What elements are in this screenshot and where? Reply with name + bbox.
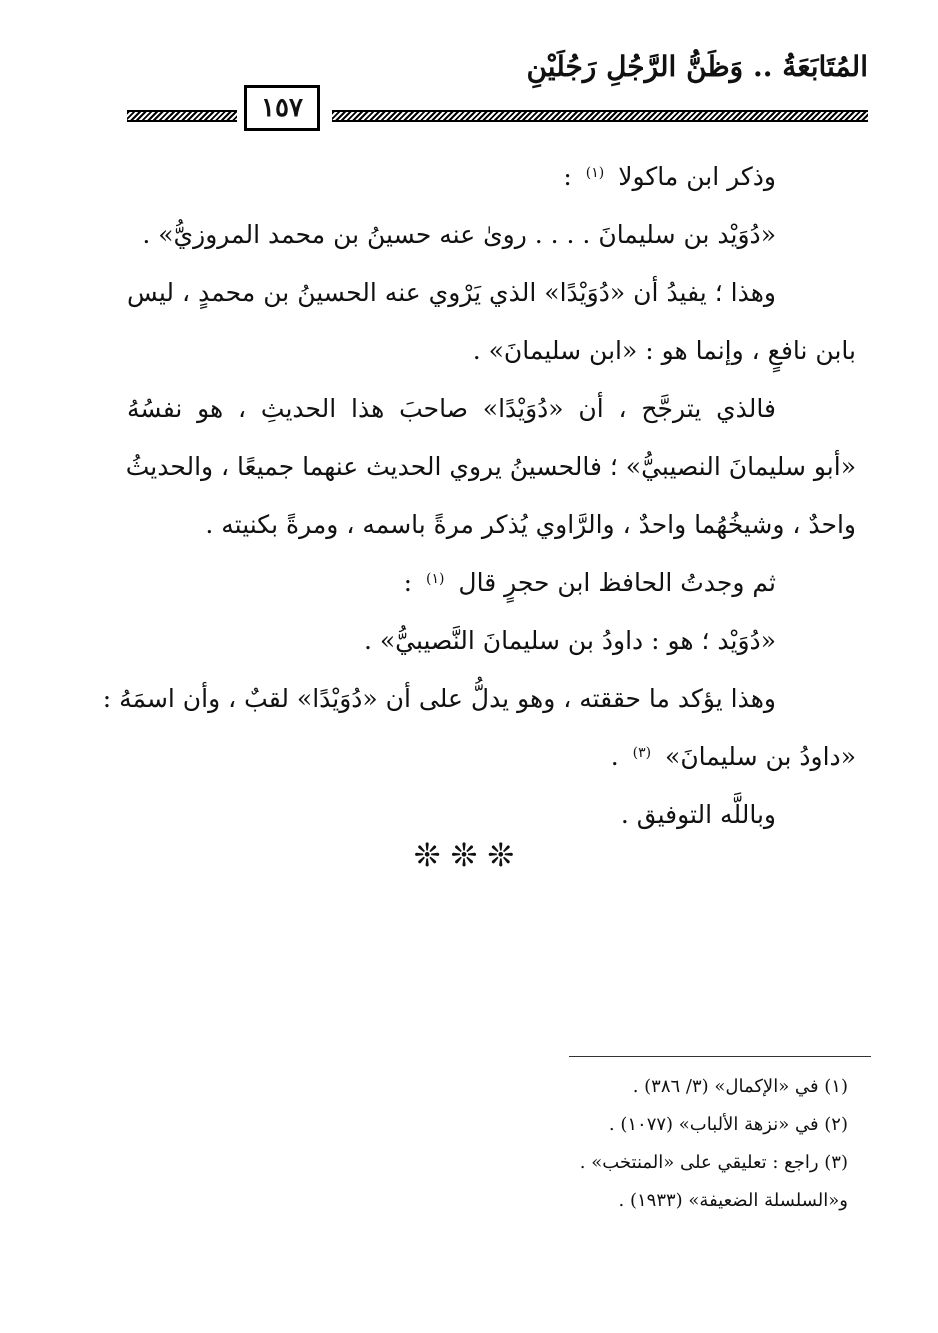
- footnote-ref: (١): [585, 165, 605, 181]
- header-rule-right: [332, 110, 868, 122]
- footnotes: [580, 1068, 848, 1220]
- footnote: (٢) في «نزهة الألباب» (١٠٧٧) .: [608, 1114, 848, 1135]
- footnote-ref: (١): [426, 571, 445, 587]
- text-line: «دُوَيْد ؛ هو : داودُ بن سليمانَ النَّصيبيُّ» .: [363, 626, 776, 655]
- page-number: ١٥٧: [261, 93, 303, 123]
- text-line: «داودُ بن سليمانَ» $^{(٣)}$ .: [610, 742, 856, 771]
- footnote-ref: (٣): [632, 745, 652, 761]
- header-rule-left: [127, 110, 237, 122]
- text-line: ثم وجدتُ الحافظ ابن حجرٍ قال $^{(١)}$ :: [403, 568, 776, 597]
- text-line: «أبو سليمانَ النصيبيُّ» ؛ فالحسينُ يروي الحديث عنهما جميعًا ، والحديثُ: [125, 452, 856, 481]
- text-line: وهذا يؤكد ما حققته ، وهو يدلُّ على أن «دُوَيْدًا» لقبٌ ، وأن اسمَهُ :: [102, 684, 776, 713]
- text-line: وباللَّه التوفيق .: [620, 800, 776, 829]
- text-line: وهذا ؛ يفيدُ أن «دُوَيْدًا» الذي يَرْوي عنه الحسينُ بن محمدٍ ، ليس: [127, 278, 776, 307]
- text-line: فالذي يترجَّح ، أن «دُوَيْدًا» صاحبَ هذا الحديثِ ، هو نفسُهُ: [127, 394, 776, 423]
- running-title: المُتَابَعَةُ .. وَظَنُّ الرَّجُلِ رَجُلَيْنِ: [526, 50, 868, 83]
- text-line: وذكر ابن ماكولا $^{(١)}$ :: [563, 162, 776, 191]
- text-line: «دُوَيْد بن سليمانَ . . . . روىٰ عنه حسينُ بن محمد المروزيُّ» .: [142, 220, 776, 249]
- page-number-box: [244, 85, 320, 131]
- text-line: واحدٌ ، وشيخُهُما واحدٌ ، والرَّاوي يُذكر مرةً باسمه ، ومرةً بكنيته .: [205, 510, 856, 539]
- main-text: [102, 148, 856, 844]
- section-end-ornament: ❊❊❊: [413, 836, 525, 874]
- text-line: بابن نافعٍ ، وإنما هو : «ابن سليمانَ» .: [472, 336, 856, 365]
- footnote: (٣) راجع : تعليقي على «المنتخب» .: [579, 1152, 848, 1173]
- footnote: (١) في «الإكمال» (٣/ ٣٨٦) .: [632, 1076, 848, 1097]
- footnote: و«السلسلة الضعيفة» (١٩٣٣) .: [618, 1190, 848, 1211]
- footnote-separator: [569, 1056, 871, 1057]
